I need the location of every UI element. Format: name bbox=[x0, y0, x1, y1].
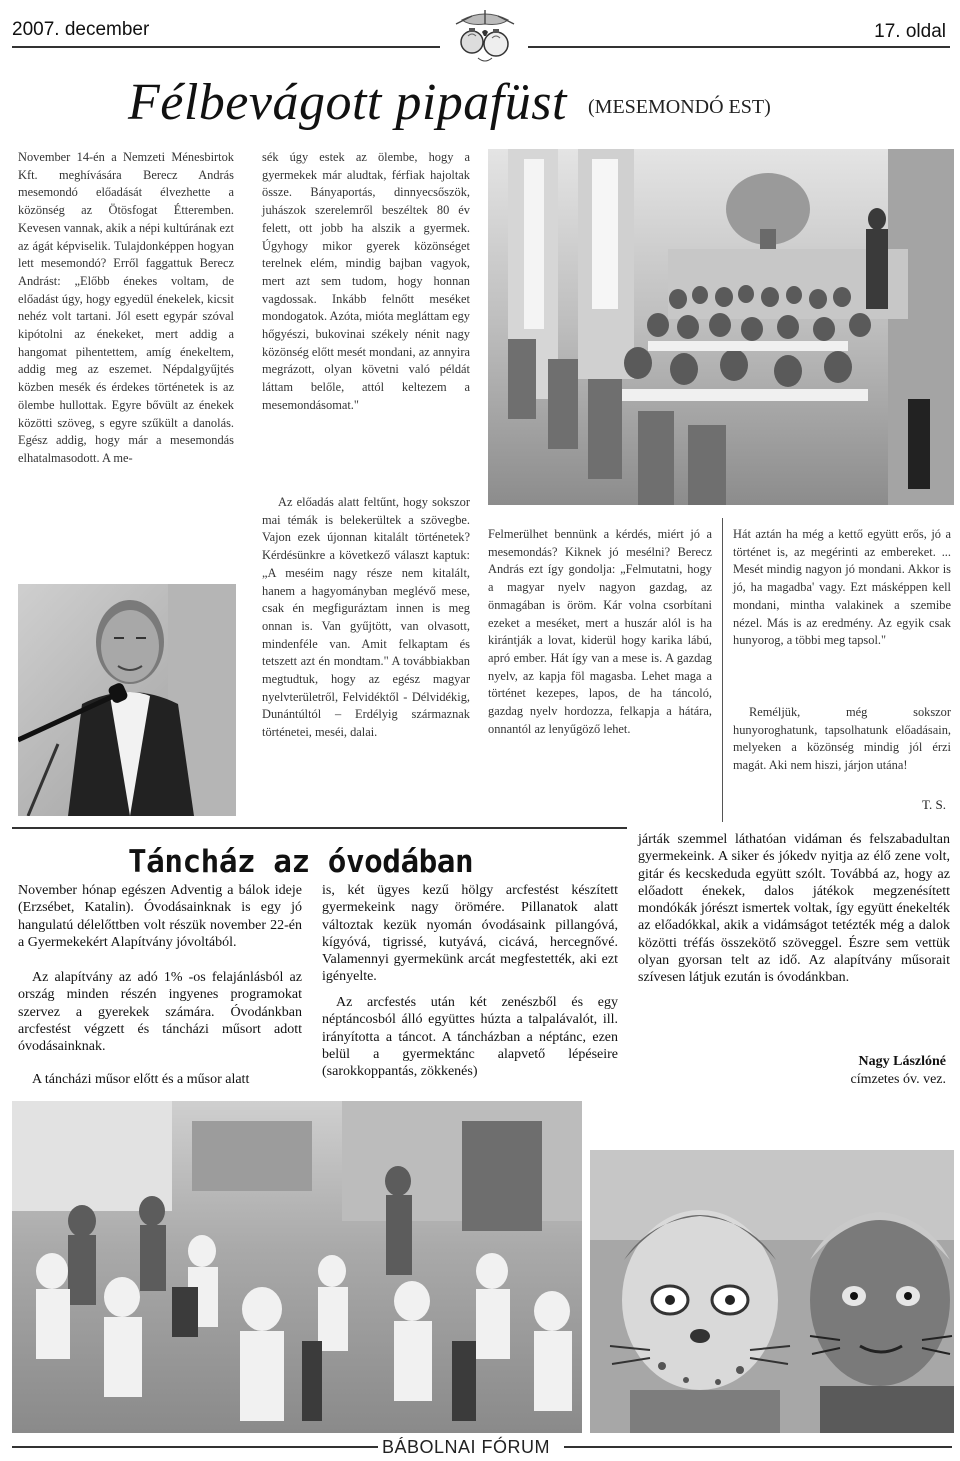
article2-author-name: Nagy Lászlóné bbox=[858, 1054, 946, 1069]
face-painting-photo bbox=[590, 1150, 954, 1433]
issue-date: 2007. december bbox=[12, 19, 150, 40]
kindergarten-dance-photo bbox=[12, 1101, 582, 1433]
article1-subtitle: (MESEMONDÓ EST) bbox=[588, 96, 771, 118]
article1-col4-text-a: Hát aztán ha még a kettő együtt erős, jó a történet is, az megérinti az embereket. ... Mesét mindig nagyon jó mondani. Akkor is jó, ha magadba' vagy. Ezt másképpen kell mondani, mintha valakinek a szemibe nézel. Más is az eredmény. Az egyik csak hunyorog, a többi meg tapsol." bbox=[733, 527, 951, 648]
article2-col3-text: járták szemmel láthatóan vidáman és felszabadultan gyermekeink. A siker és jókedv nyitja az élő zene volt, gitár és kecskeduda együtt szólt. Továbbá az, hogy az előadott énekek, dalos játékok megzenésített mondókák jórészt ismertek voltak, így együtt énekelték az előadókkal, akik a vidámságot tetézték még a dalok közötti tréfás összekötő szöveggel. Észre sem vettük olyan gyorsan telt az idő. Az alapítvány műsorait szívesen látjuk ezután is óvodánkban. bbox=[638, 832, 950, 986]
article1-col4-text-b: Reméljük, még sokszor hunyoroghatunk, tapsolhatunk előadásain, melyeken a közönség mindig jól érzi magát. Aki nem hiszi, járjon utána! bbox=[733, 705, 951, 773]
article2-title: Táncház az óvodában bbox=[128, 844, 474, 880]
article1-author: T. S. bbox=[922, 797, 946, 812]
article1-col1-text: November 14-én a Nemzeti Ménesbirtok Kft. meghívására Berecz András mesemondó előadását élvezhette a közönség az Ötösfogat Étteremben. Kevesen vannak, akik a népi kultúrának ezt az ágát képviselik. Tulajdonképpen hogyan lett mesemondó? Erről faggattuk Berecz Andrást: „Előbb énekes voltam, de előadást úgy, hogy egyedül énekelek, kicsit nehéz volt tartani. Jól esett egypár szóval kipótolni az énekeket, mert addig a hangomat pihentettem, amíg énekeltem, addig meg az eszemet. Népdalgyűjtés közben mesék és érdekes történetek is az ölembe hullottak. Egyre bővült az énekek közötti szöveg, s egyre szűkült a danolás. Egész addig, hogy már a mesemondás elhatalmasodott. A me- bbox=[18, 150, 234, 465]
christmas-ornament-icon bbox=[442, 6, 528, 68]
column-divider bbox=[722, 518, 723, 822]
article2-col1-text-a: November hónap egészen Adventig a bálok ideje (Erzsébet, Katalin). Óvodásainknak is egy jó hangulatú délelőttben volt részük november 22-én a Gyermekekért Alapítvány jóvoltából. bbox=[18, 883, 302, 950]
footer-rule-right bbox=[564, 1446, 952, 1448]
section-rule bbox=[12, 827, 627, 829]
restaurant-audience-photo bbox=[488, 149, 954, 505]
publication-name: BÁBOLNAI FÓRUM bbox=[382, 1437, 551, 1457]
footer-rule-left bbox=[12, 1446, 378, 1448]
article2-col1-text-b: Az alapítvány az adó 1% -os felajánlásból az ország minden részén ingyenes programokat szervez a gyerekek számára. Óvodánkban arcfestést végzett és táncházi műsort adott óvodásainknak. bbox=[18, 970, 302, 1055]
article1-col3-text: Felmerülhet bennünk a kérdés, miért jó a mesemondás? Kiknek jó mesélni? Berecz András ezt így gondolja: „Felmutatni, hogy a magyar nyelv nagyon gazdag, az önmagában is öröm. Kár volna csorbítani ezeket a meséket, mert a huszár alól is ha kirántják a lovat, kiderül hogy karika lábú, apró ember. Hát így van a mese is. A gazdag nyelv, az kapja föl magasba. Lehet maga a történet kezepes, lapos, de ha táncoló, gazdag nyelv hordozza, felkapja a hátára, onnantól az lenyűgöző lehet. bbox=[488, 527, 712, 736]
article1-title: Félbevágott pipafüst bbox=[128, 74, 567, 131]
article2-col2-text-b: Az arcfestés után két zenészből és egy néptáncosból álló együttes húzta a talpalávalót, ill. irányította a táncot. A táncházban a néptánc, ezen belül a gyermektánc alapvető lépéseire (sarokkoppantás, zökkenés) bbox=[322, 995, 618, 1080]
article2-col1-text-c: A táncházi műsor előtt és a műsor alatt bbox=[32, 1072, 250, 1087]
article1-col2-text-a: sék úgy estek az ölembe, hogy a gyermekek már aludtak, férfiak hajoltak össze. Bányaportás, dinnyecsőszök, juhászok szerelemről beszéltek 80 év felett, ott jobb ha alszik a gyermek. Úgyhogy mikor gyerek közönséget terelnek elém, mindig bajban vagyok, mert azt sem tudom, hogy honnan vagdossak. Inkább felnőtt meséket mondogatok. Azóta, mióta megláttam egy hőgyészi, bukovinai székely nénit nagy közönség előtt mesét mondani, az annyira megrázott, olyan követni való példát láttam belőle, attól keltezem a mesemondásomat." bbox=[262, 150, 470, 412]
article2-author-title: címzetes óv. vez. bbox=[850, 1072, 946, 1087]
page-number: 17. oldal bbox=[874, 21, 946, 42]
header-rule-left bbox=[12, 46, 440, 48]
article2-col2-text-a: is, két ügyes kezű hölgy arcfestést készített gyermekeink nagy örömére. Pillanatok alatt változtak kezük nyomán óvodásaink pillangóvá, kígyóvá, tigrissé, kutyává, cicává, hercegnővé. Valamennyi gyermekünk arcát megfestették, aki ezt igényelte. bbox=[322, 883, 618, 985]
storyteller-portrait-photo bbox=[18, 584, 236, 816]
article1-col2-text-b: Az előadás alatt feltűnt, hogy sokszor mai témák is belekerültek a szövegbe. Vajon ezek újonnan kitalált történetek? Kérdésünkre a következő választ kaptuk: „A meséim nagy része nem kitalált, hanem a hagyományban meglévő mese, csak én megfiguráztam innen is meg onnan is. Van gyűjtött, van olvasott, mindenféle van. Amit felkaptam és tetszett azt én mondtam." A továbbiakban megtudtuk, hogy az egész magyar nyelvterületről, Felvidéktől - Délvidékig, Dunántúltól – Erdélyig származnak történetei, meséi, dalai. bbox=[262, 495, 470, 740]
header-rule-right bbox=[528, 46, 950, 48]
